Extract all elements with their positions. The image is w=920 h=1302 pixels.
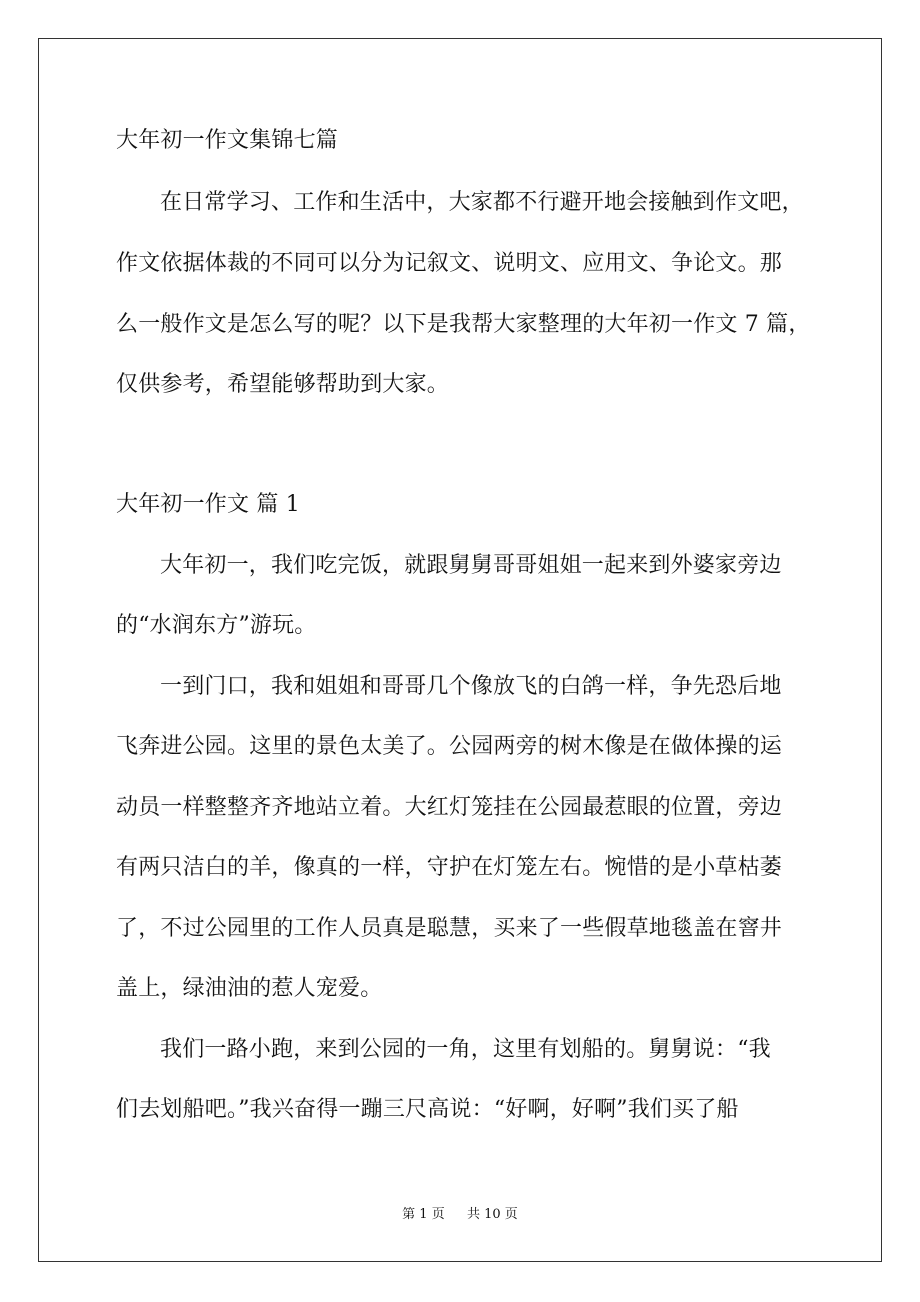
document-title: 大年初一作文集锦七篇 [116,128,339,153]
paragraph3-line-1: 我们一路小跑，来到公园的一角，这里有划船的。舅舅说：“我 [160,1037,771,1062]
paragraph3-line-2: 们去划船吧。”我兴奋得一蹦三尺高说：“好啊，好啊”我们买了船 [116,1097,739,1122]
paragraph2-line-3: 动员一样整整齐齐地站立着。大红灯笼挂在公园最惹眼的位置，旁边 [116,795,783,820]
paragraph2-line-5: 了，不过公园里的工作人员真是聪慧，买来了一些假草地毯盖在窨井 [116,916,783,941]
page-total: 共 10 页 [467,1207,518,1222]
paragraph2-line-1: 一到门口，我和姐姐和哥哥几个像放飞的白鸽一样，争先恐后地 [160,674,782,699]
page-number: 第 1 页 [402,1207,445,1222]
paragraph1-line-2: 的“水润东方”游玩。 [116,613,317,638]
page-border [38,38,882,1262]
intro-line-1: 在日常学习、工作和生活中，大家都不行避开地会接触到作文吧， [160,190,804,215]
paragraph1-line-1: 大年初一，我们吃完饭，就跟舅舅哥哥姐姐一起来到外婆家旁边 [160,553,782,578]
paragraph2-line-6: 盖上，绿油油的惹人宠爱。 [116,976,383,1001]
page-footer [0,1206,920,1224]
intro-line-4: 仅供参考，希望能够帮助到大家。 [116,372,450,397]
paragraph2-line-2: 飞奔进公园。这里的景色太美了。公园两旁的树木像是在做体操的运 [116,734,783,759]
intro-line-2: 作文依据体裁的不同可以分为记叙文、说明文、应用文、争论文。那 [116,251,783,276]
paragraph2-line-4: 有两只洁白的羊，像真的一样，守护在灯笼左右。惋惜的是小草枯萎 [116,855,783,880]
section-heading: 大年初一作文 篇 1 [116,492,300,517]
intro-line-3: 么一般作文是怎么写的呢？以下是我帮大家整理的大年初一作文 7 篇， [116,312,811,337]
